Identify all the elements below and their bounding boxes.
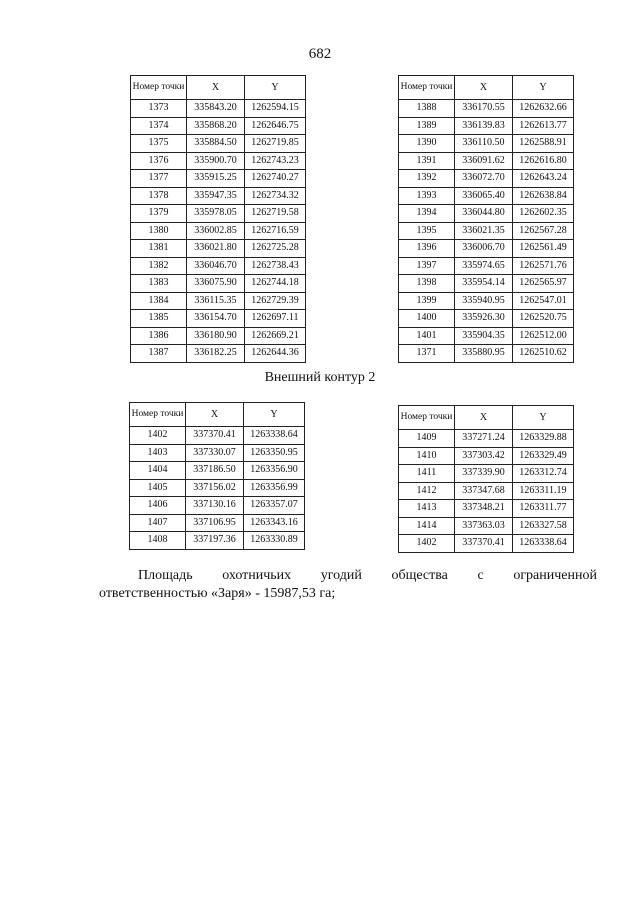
y-coordinate: 1262644.36: [245, 345, 306, 363]
x-coordinate: 336115.35: [187, 292, 245, 310]
table-row: [399, 535, 574, 553]
x-coordinate: 336139.83: [455, 117, 513, 135]
point-number: 1413: [399, 500, 455, 518]
table-row: [399, 275, 574, 293]
x-coordinate: 335947.35: [187, 187, 245, 205]
y-coordinate: 1263357.07: [244, 497, 305, 515]
point-number: 1380: [131, 222, 187, 240]
x-coordinate: 337197.36: [186, 532, 244, 550]
table-row: [131, 187, 306, 205]
point-number: 1414: [399, 517, 455, 535]
point-number: 1411: [399, 465, 455, 483]
header-y: Y: [244, 403, 305, 427]
table-row: [131, 222, 306, 240]
y-coordinate: 1263356.90: [244, 462, 305, 480]
y-coordinate: 1263312.74: [513, 465, 574, 483]
point-number: 1383: [131, 275, 187, 293]
x-coordinate: 335954.14: [455, 275, 513, 293]
table-row: [399, 310, 574, 328]
x-coordinate: 336044.80: [455, 205, 513, 223]
x-coordinate: 336072.70: [455, 170, 513, 188]
y-coordinate: 1263350.95: [244, 444, 305, 462]
table-header-row: [399, 76, 574, 100]
header-x: X: [455, 406, 513, 430]
y-coordinate: 1262697.11: [245, 310, 306, 328]
y-coordinate: 1262561.49: [513, 240, 574, 258]
x-coordinate: 335884.50: [187, 135, 245, 153]
y-coordinate: 1262716.59: [245, 222, 306, 240]
table-row: [130, 444, 305, 462]
table-row: [399, 430, 574, 448]
table-header-row: [399, 406, 574, 430]
point-number: 1412: [399, 482, 455, 500]
point-number: 1402: [130, 427, 186, 445]
y-coordinate: 1262632.66: [513, 100, 574, 118]
y-coordinate: 1262638.84: [513, 187, 574, 205]
table-row: [399, 517, 574, 535]
x-coordinate: 336006.70: [455, 240, 513, 258]
header-x: X: [455, 76, 513, 100]
header-number: Номер точки: [131, 76, 187, 100]
point-number: 1404: [130, 462, 186, 480]
x-coordinate: 336002.85: [187, 222, 245, 240]
point-number: 1395: [399, 222, 455, 240]
y-coordinate: 1262547.01: [513, 292, 574, 310]
header-x: X: [187, 76, 245, 100]
point-number: 1385: [131, 310, 187, 328]
y-coordinate: 1262510.62: [513, 345, 574, 363]
table-row: [131, 152, 306, 170]
point-number: 1381: [131, 240, 187, 258]
table-row: [399, 117, 574, 135]
point-number: 1405: [130, 479, 186, 497]
header-number: Номер точки: [130, 403, 186, 427]
header-y: Y: [513, 406, 574, 430]
table-row: [131, 100, 306, 118]
header-y: Y: [245, 76, 306, 100]
x-coordinate: 337370.41: [186, 427, 244, 445]
y-coordinate: 1262646.75: [245, 117, 306, 135]
x-coordinate: 336182.25: [187, 345, 245, 363]
point-number: 1386: [131, 327, 187, 345]
x-coordinate: 336021.35: [455, 222, 513, 240]
x-coordinate: 336154.70: [187, 310, 245, 328]
y-coordinate: 1262734.32: [245, 187, 306, 205]
x-coordinate: 337106.95: [186, 514, 244, 532]
table-row: [399, 152, 574, 170]
table-row: [131, 310, 306, 328]
point-number: 1379: [131, 205, 187, 223]
point-number: 1403: [130, 444, 186, 462]
table-row: [131, 257, 306, 275]
y-coordinate: 1262616.80: [513, 152, 574, 170]
y-coordinate: 1262613.77: [513, 117, 574, 135]
table-row: [130, 479, 305, 497]
y-coordinate: 1262740.27: [245, 170, 306, 188]
x-coordinate: 335915.25: [187, 170, 245, 188]
table-row: [130, 532, 305, 550]
x-coordinate: 337348.21: [455, 500, 513, 518]
x-coordinate: 337186.50: [186, 462, 244, 480]
point-number: 1398: [399, 275, 455, 293]
y-coordinate: 1263329.49: [513, 447, 574, 465]
point-number: 1406: [130, 497, 186, 515]
coordinates-table-3: [129, 402, 305, 550]
point-number: 1382: [131, 257, 187, 275]
point-number: 1408: [130, 532, 186, 550]
table-row: [399, 327, 574, 345]
point-number: 1407: [130, 514, 186, 532]
y-coordinate: 1262719.58: [245, 205, 306, 223]
table-row: [399, 187, 574, 205]
point-number: 1396: [399, 240, 455, 258]
point-number: 1394: [399, 205, 455, 223]
table-row: [399, 500, 574, 518]
point-number: 1377: [131, 170, 187, 188]
x-coordinate: 336180.90: [187, 327, 245, 345]
y-coordinate: 1263356.99: [244, 479, 305, 497]
table-header-row: [131, 76, 306, 100]
table-row: [131, 170, 306, 188]
coordinates-table-2: [398, 75, 574, 363]
table-row: [399, 170, 574, 188]
table-row: [399, 447, 574, 465]
point-number: 1378: [131, 187, 187, 205]
section-title: Внешний контур 2: [264, 370, 376, 385]
x-coordinate: 336065.40: [455, 187, 513, 205]
y-coordinate: 1263327.58: [513, 517, 574, 535]
point-number: 1376: [131, 152, 187, 170]
point-number: 1384: [131, 292, 187, 310]
table-row: [130, 462, 305, 480]
y-coordinate: 1263343.16: [244, 514, 305, 532]
x-coordinate: 337339.90: [455, 465, 513, 483]
table-row: [399, 345, 574, 363]
y-coordinate: 1262738.43: [245, 257, 306, 275]
x-coordinate: 336075.90: [187, 275, 245, 293]
x-coordinate: 337370.41: [455, 535, 513, 553]
x-coordinate: 337156.02: [186, 479, 244, 497]
x-coordinate: 336091.62: [455, 152, 513, 170]
table-row: [399, 482, 574, 500]
y-coordinate: 1263311.19: [513, 482, 574, 500]
point-number: 1392: [399, 170, 455, 188]
table-row: [399, 135, 574, 153]
x-coordinate: 335904.35: [455, 327, 513, 345]
point-number: 1393: [399, 187, 455, 205]
x-coordinate: 335868.20: [187, 117, 245, 135]
table-row: [130, 497, 305, 515]
area-text-line-2: ответственностью «Заря» - 15987,53 га;: [99, 586, 336, 601]
x-coordinate: 337303.42: [455, 447, 513, 465]
header-y: Y: [513, 76, 574, 100]
table-header-row: [130, 403, 305, 427]
table-row: [399, 222, 574, 240]
table-row: [131, 292, 306, 310]
x-coordinate: 335900.70: [187, 152, 245, 170]
x-coordinate: 335926.30: [455, 310, 513, 328]
point-number: 1389: [399, 117, 455, 135]
x-coordinate: 336046.70: [187, 257, 245, 275]
point-number: 1402: [399, 535, 455, 553]
y-coordinate: 1263311.77: [513, 500, 574, 518]
x-coordinate: 335940.95: [455, 292, 513, 310]
table-row: [131, 345, 306, 363]
point-number: 1391: [399, 152, 455, 170]
x-coordinate: 336170.55: [455, 100, 513, 118]
y-coordinate: 1262729.39: [245, 292, 306, 310]
coordinates-table-4: [398, 405, 574, 553]
table-row: [399, 292, 574, 310]
table-row: [131, 135, 306, 153]
y-coordinate: 1263338.64: [244, 427, 305, 445]
header-number: Номер точки: [399, 76, 455, 100]
x-coordinate: 336021.80: [187, 240, 245, 258]
table-row: [131, 205, 306, 223]
area-text-line-1: Площадь охотничьих угодий общества с ограниченной: [138, 568, 597, 583]
table-row: [130, 427, 305, 445]
y-coordinate: 1263338.64: [513, 535, 574, 553]
y-coordinate: 1262520.75: [513, 310, 574, 328]
y-coordinate: 1262743.23: [245, 152, 306, 170]
x-coordinate: 337330.07: [186, 444, 244, 462]
table-row: [399, 240, 574, 258]
y-coordinate: 1262719.85: [245, 135, 306, 153]
x-coordinate: 335880.95: [455, 345, 513, 363]
y-coordinate: 1262602.35: [513, 205, 574, 223]
y-coordinate: 1262588.91: [513, 135, 574, 153]
y-coordinate: 1262744.18: [245, 275, 306, 293]
point-number: 1374: [131, 117, 187, 135]
point-number: 1401: [399, 327, 455, 345]
table-row: [399, 100, 574, 118]
point-number: 1390: [399, 135, 455, 153]
header-number: Номер точки: [399, 406, 455, 430]
point-number: 1371: [399, 345, 455, 363]
point-number: 1388: [399, 100, 455, 118]
table-row: [130, 514, 305, 532]
x-coordinate: 336110.50: [455, 135, 513, 153]
x-coordinate: 337130.16: [186, 497, 244, 515]
y-coordinate: 1263330.89: [244, 532, 305, 550]
y-coordinate: 1262512.00: [513, 327, 574, 345]
table-row: [131, 240, 306, 258]
x-coordinate: 337363.03: [455, 517, 513, 535]
point-number: 1375: [131, 135, 187, 153]
table-row: [131, 327, 306, 345]
point-number: 1387: [131, 345, 187, 363]
x-coordinate: 337347.68: [455, 482, 513, 500]
header-x: X: [186, 403, 244, 427]
point-number: 1400: [399, 310, 455, 328]
y-coordinate: 1262571.76: [513, 257, 574, 275]
table-row: [399, 205, 574, 223]
y-coordinate: 1262669.21: [245, 327, 306, 345]
y-coordinate: 1263329.88: [513, 430, 574, 448]
table-row: [399, 465, 574, 483]
x-coordinate: 335978.05: [187, 205, 245, 223]
page-number: 682: [308, 46, 332, 62]
table-row: [131, 117, 306, 135]
y-coordinate: 1262567.28: [513, 222, 574, 240]
point-number: 1397: [399, 257, 455, 275]
y-coordinate: 1262643.24: [513, 170, 574, 188]
y-coordinate: 1262725.28: [245, 240, 306, 258]
table-row: [131, 275, 306, 293]
point-number: 1373: [131, 100, 187, 118]
x-coordinate: 335843.20: [187, 100, 245, 118]
point-number: 1399: [399, 292, 455, 310]
point-number: 1410: [399, 447, 455, 465]
coordinates-table-1: [130, 75, 306, 363]
table-row: [399, 257, 574, 275]
x-coordinate: 335974.65: [455, 257, 513, 275]
point-number: 1409: [399, 430, 455, 448]
x-coordinate: 337271.24: [455, 430, 513, 448]
y-coordinate: 1262594.15: [245, 100, 306, 118]
y-coordinate: 1262565.97: [513, 275, 574, 293]
